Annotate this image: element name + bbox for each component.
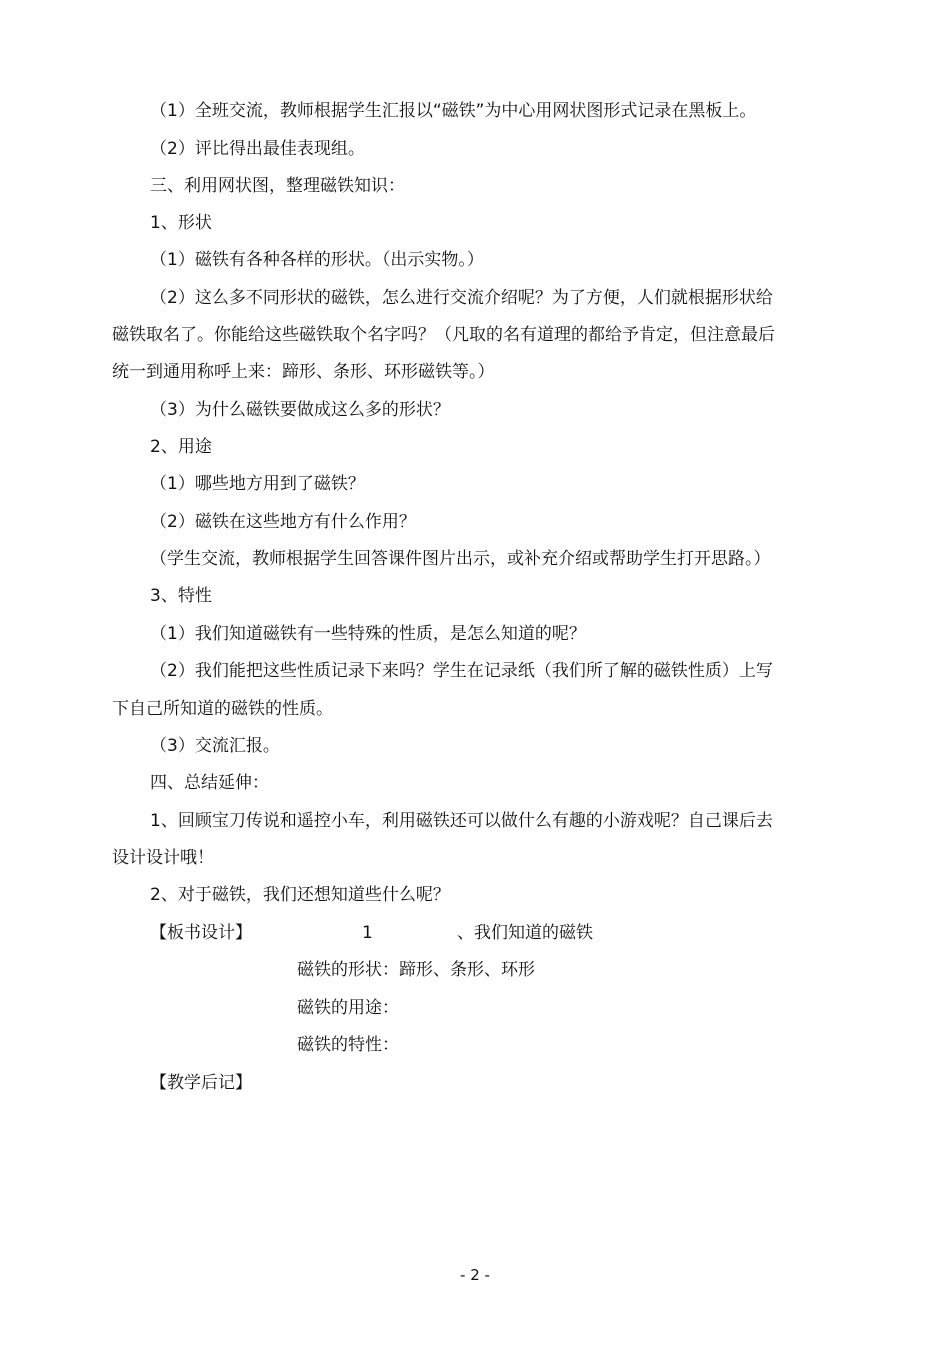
board-line: 磁铁的特性：: [297, 1035, 399, 1055]
paragraph: （2）这么多不同形状的磁铁，怎么进行交流介绍呢？为了方便，人们就根据形状给: [150, 288, 773, 308]
paragraph: （1）哪些地方用到了磁铁？: [150, 474, 365, 494]
page-number: - 2 -: [460, 1266, 490, 1284]
board-number: 1: [362, 923, 373, 943]
board-design-label: 【板书设计】: [150, 923, 252, 943]
paragraph: （2）磁铁在这些地方有什么作用？: [150, 512, 416, 532]
section-heading: 四、总结延伸：: [150, 773, 269, 793]
board-title: 、我们知道的磁铁: [457, 923, 593, 943]
subsection-heading: 3、特性: [150, 586, 212, 606]
paragraph: 1、回顾宝刀传说和遥控小车，利用磁铁还可以做什么有趣的小游戏呢？自己课后去: [150, 811, 773, 831]
paragraph: （1）我们知道磁铁有一些特殊的性质，是怎么知道的呢？: [150, 624, 586, 644]
paragraph: （3）交流汇报。: [150, 736, 280, 756]
subsection-heading: 1、形状: [150, 213, 212, 233]
paragraph: （3）为什么磁铁要做成这么多的形状？: [150, 400, 450, 420]
paragraph-note: （学生交流，教师根据学生回答课件图片出示，或补充介绍或帮助学生打开思路。）: [150, 549, 771, 569]
paragraph: （2）评比得出最佳表现组。: [150, 139, 365, 159]
board-line: 磁铁的形状：蹄形、条形、环形: [297, 960, 535, 980]
subsection-heading: 2、用途: [150, 437, 212, 457]
paragraph: （2）我们能把这些性质记录下来吗？学生在记录纸（我们所了解的磁铁性质）上写: [150, 661, 773, 681]
paragraph-continuation: 统一到通用称呼上来：蹄形、条形、环形磁铁等。）: [112, 362, 495, 382]
paragraph: （1）磁铁有各种各样的形状。（出示实物。）: [150, 250, 484, 270]
paragraph-continuation: 磁铁取名了。你能给这些磁铁取个名字吗？（凡取的名有道理的都给予肯定，但注意最后: [112, 325, 775, 345]
teaching-notes-label: 【教学后记】: [150, 1073, 252, 1093]
section-heading: 三、利用网状图，整理磁铁知识：: [150, 176, 405, 196]
paragraph-continuation: 设计设计哦！: [112, 848, 214, 868]
board-line: 磁铁的用途：: [297, 998, 399, 1018]
paragraph: 2、对于磁铁，我们还想知道些什么呢？: [150, 885, 450, 905]
paragraph: （1）全班交流，教师根据学生汇报以“磁铁”为中心用网状图形式记录在黑板上。: [150, 101, 757, 121]
paragraph-continuation: 下自己所知道的磁铁的性质。: [112, 699, 333, 719]
